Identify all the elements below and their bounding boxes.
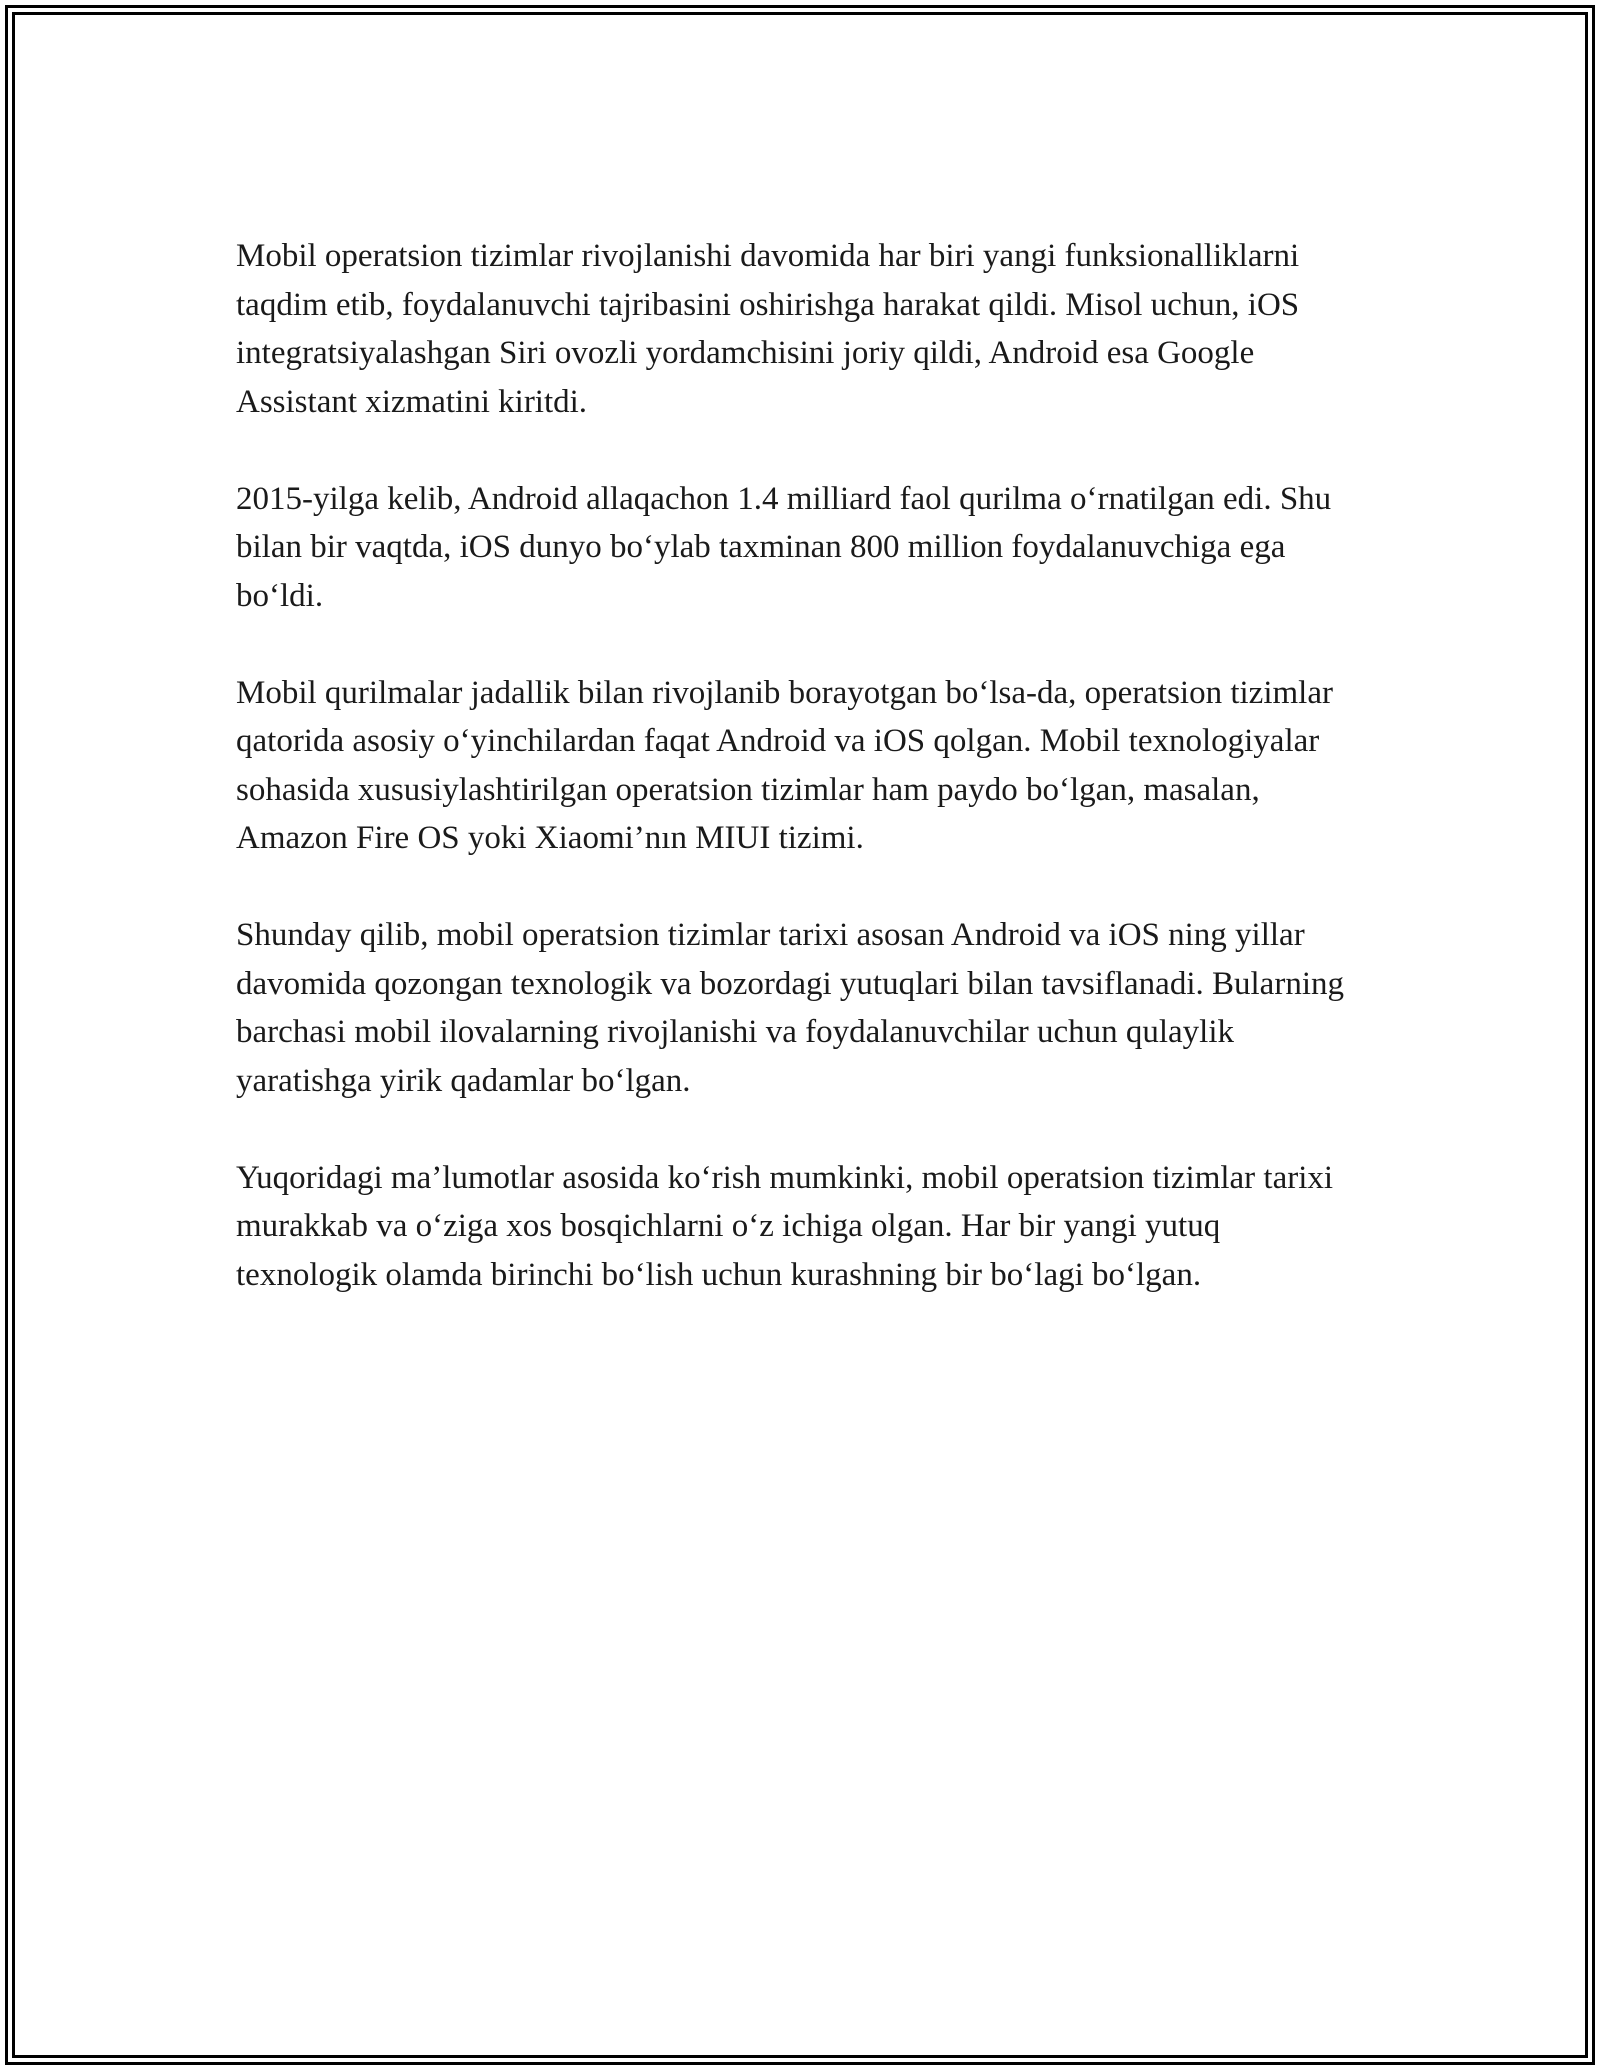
- paragraph-5: Yuqoridagi ma’lumotlar asosida ko‘rish mumkinki, mobil operatsion tizimlar tarixi murakkab va o‘ziga xos bosqichlarni o‘z ichiga olgan. Har bir yangi yutuq texnologik olamda birinchi bo‘lish uchun kurashning bir bo‘lagi bo‘lgan.: [236, 1159, 1334, 1293]
- paragraph-2: 2015-yilga kelib, Android allaqachon 1.4 milliard faol qurilma o‘rnatilgan edi. Shu bilan bir vaqtda, iOS dunyo bo‘ylab taxminan 800 million foydalanuvchiga ega bo‘ldi.: [236, 480, 1332, 614]
- document-body: [236, 232, 1366, 1348]
- paragraph-3: Mobil qurilmalar jadallik bilan rivojlanib borayotgan bo‘lsa-da, operatsion tizimlar qatorida asosiy o‘yinchilardan faqat Android va iOS qolgan. Mobil texnologiyalar sohasida xususiylashtirilgan operatsion tizimlar ham paydo bo‘lgan, masalan, Amazon Fire OS yoki Xiaomi’nın MIUI tizimi.: [236, 674, 1333, 856]
- paragraph-4: Shunday qilib, mobil operatsion tizimlar tarixi asosan Android va iOS ning yillar davomida qozongan texnologik va bozordagi yutuqlari bilan tavsiflanadi. Bularning barchasi mobil ilovalarning rivojlanishi va foydalanuvchilar uchun qulaylik yaratishga yirik qadamlar bo‘lgan.: [236, 917, 1344, 1099]
- paragraph-1: Mobil operatsion tizimlar rivojlanishi davomida har biri yangi funksionalliklarni taqdim etib, foydalanuvchi tajribasini oshirishga harakat qildi. Misol uchun, iOS integratsiyalashgan Siri ovozli yordamchisini joriy qildi, Android esa Google Assistant xizmatini kiritdi.: [236, 238, 1300, 420]
